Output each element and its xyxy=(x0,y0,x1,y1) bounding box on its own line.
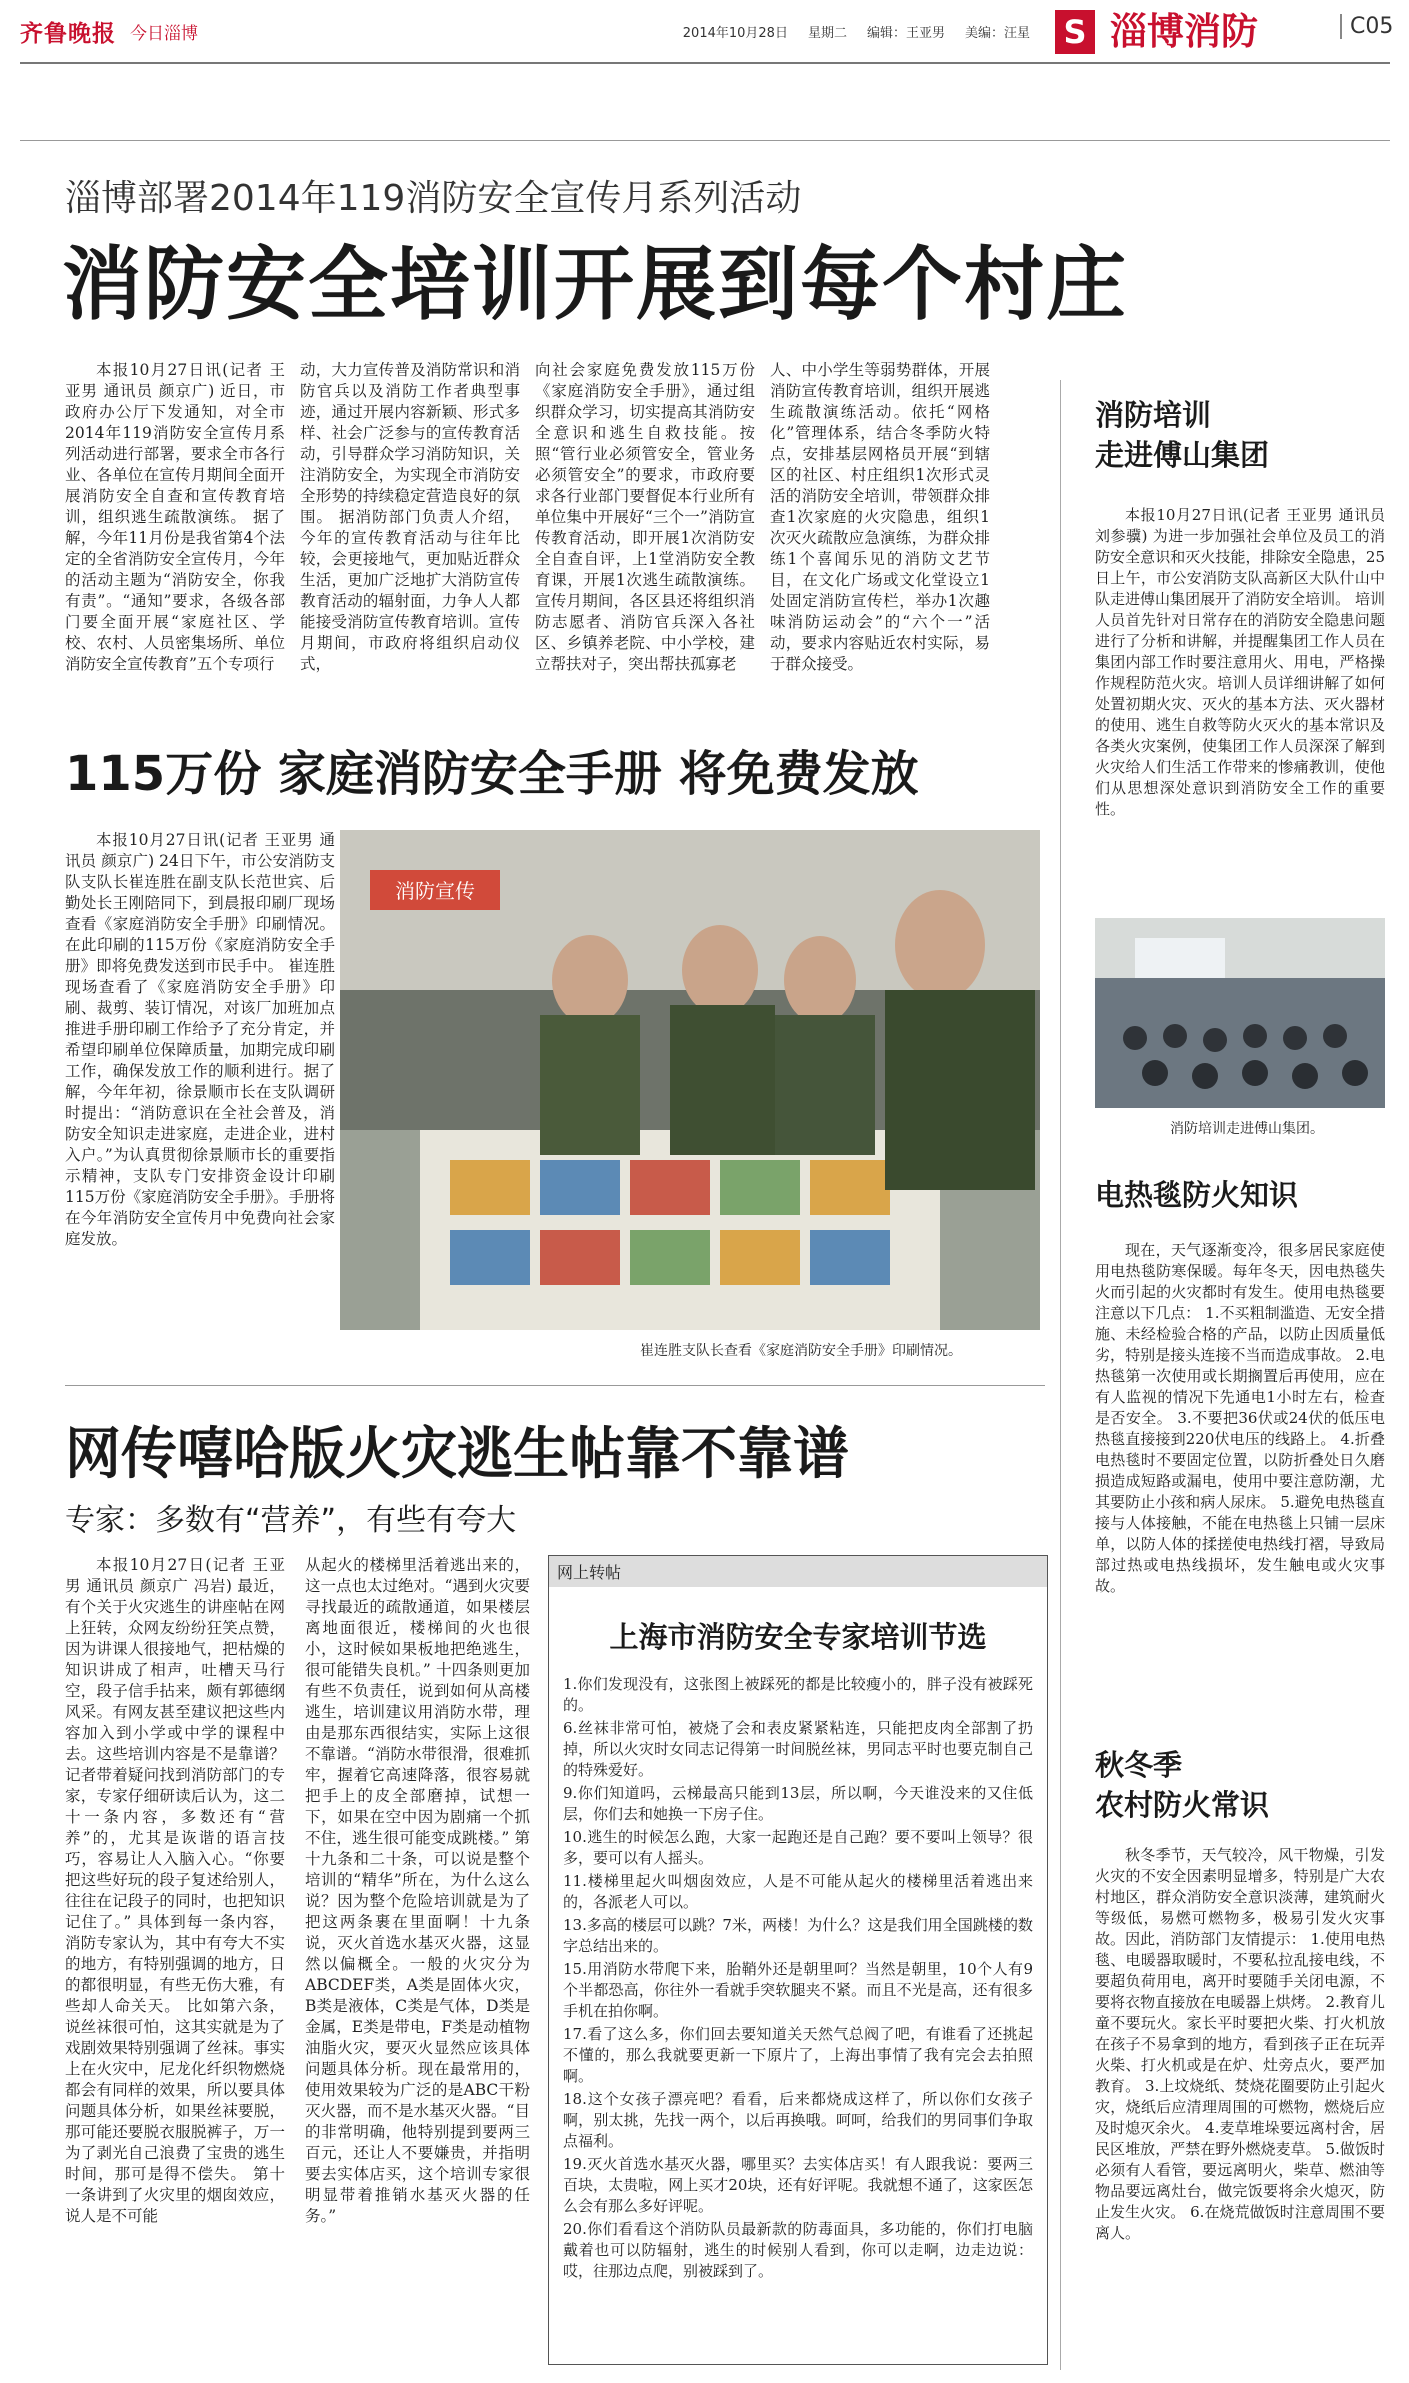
repost-item: 15.用消防水带爬下来，胎鞘外还是朝里呵？当然是朝里，10个人有9个半都恐高，你往外一看就手突软腿夹不紧。而且不光是高，还有很多手机在拍你啊。 xyxy=(563,1960,1033,2020)
masthead xyxy=(20,14,1030,48)
repost-item: 17.看了这么多，你们回去要知道关天然气总阀了吧，有谁看了还挑起不懂的，那么我就要更新一下原片了，上海出事情了我有完会去拍照啊。 xyxy=(563,2025,1033,2085)
repost-item: 6.丝袜非常可怕，被烧了会和表皮紧紧粘连，只能把皮肉全部割了扔掉，所以火灾时女同志记得第一时间脱丝袜，男同志平时也要克制自己的特殊爱好。 xyxy=(563,1719,1033,1779)
rumor-subhead: 专家：多数有“营养”，有些有夸大 xyxy=(65,1503,517,1538)
repost-list xyxy=(549,1674,1047,2282)
lead-headline: 消防安全培训开展到每个村庄 xyxy=(62,238,1128,331)
repost-item: 9.你们知道吗，云梯最高只能到13层，所以啊，今天谁没来的又住低层，你们去和她换一下房子住。 xyxy=(563,1784,1033,1823)
repost-item: 18.这个女孩子漂亮吧？看看，后来都烧成这样了，所以你们女孩子啊，别太挑，先找一两个，以后再换哦。呵呵，给我们的男同事们争取点福利。 xyxy=(563,2090,1033,2150)
manual-body: 本报10月27日讯(记者 王亚男 通讯员 颜京广) 24日下午，市公安消防支队支队长崔连胜在副支队长范世宾、后勤处长王刚陪同下，到晨报印刷厂现场查看《家庭消防安全手册》印刷情况。在此印刷的115万份《家庭消防安全手册》即将免费发送到市民手中。 崔连胜现场查看了《家庭消防安全手册》印刷、裁剪、装订情况，对该厂加班加点推进手册印刷工作给予了充分肯定，并希望印刷单位保障质量，加期完成印刷工作，确保发放工作的顺利进行。据了解，今年年初，徐景顺市长在支队调研时提出：“消防意识在全社会普及，消防安全知识走进家庭，走进企业，进村入户。”为认真贯彻徐景顺市长的重要指示精神，支队专门安排资金设计印刷115万份《家庭消防安全手册》。手册将在今年消防安全宣传月中免费向社会家庭发放。 xyxy=(65,831,335,1248)
masthead-rule xyxy=(20,62,1390,64)
training-title-line1: 消防培训 xyxy=(1095,398,1212,432)
winter-title-line1: 秋冬季 xyxy=(1095,1748,1183,1782)
editor: 编辑：王亚男 xyxy=(866,25,945,41)
repost-tag: 网上转帖 xyxy=(549,1556,1047,1587)
sidebar-divider xyxy=(1060,380,1061,2370)
rumor-column-2: 从起火的楼梯里活着逃出来的，这一点也太过绝对。“遇到火灾要寻找最近的疏散通道，如果楼层离地面很近，楼梯间的火也很小，这时候如果板地把绝逃生，很可能错失良机。” 十四条则更加有些不负责任，说到如何从高楼逃生，培训建议用消防水带，理由是那东西很结实，实际上这很不靠谱。“消防水带很滑，很难抓牢，握着它高速降落，很容易就把手上的皮全部磨掉，试想一下，如果在空中因为剧痛一个抓不住，逃生很可能变成跳楼。” 第十九条和二十条，可以说是整个培训的“精华”所在，为什么这么说？因为整个危险培训就是为了把这两条裹在里面啊！十九条说，灭火首选水基灭火器，这显然以偏概全。一般的火灾分为ABCDEF类，A类是固体火灾，B类是液体，C类是气体，D类是金属，E类是带电，F类是动植物油脂火灾，要灭火显然应该具体问题具体分析。现在最常用的，使用效果较为广泛的是ABC干粉灭火器，而不是水基灭火器。“目的非常明确，他特别提到要两三百元，还让人不要嫌贵，并指明要去实体店买，这个培训专家很明显带着推销水基灭火器的任务。” xyxy=(305,1556,530,2225)
repost-box xyxy=(548,1555,1048,2365)
training-photo xyxy=(1095,918,1385,1108)
issue-date: 2014年10月28日 xyxy=(682,25,788,41)
page-number: C05 xyxy=(1340,14,1393,39)
repost-item: 20.你们看看这个消防队员最新款的防毒面具，多功能的，你们打电脑戴着也可以防辐射，逃生的时候别人看到，你可以走啊，边走边说：哎，往那边点爬，别被踩到了。 xyxy=(563,2220,1033,2280)
blanket-title: 电热毯防火知识 xyxy=(1095,1178,1299,1212)
repost-item: 1.你们发现没有，这张图上被踩死的都是比较瘦小的，胖子没有被踩死的。 xyxy=(563,1675,1033,1714)
repost-title: 上海市消防安全专家培训节选 xyxy=(609,1620,987,1654)
repost-item: 10.逃生的时候怎么跑，大家一起跑还是自己跑？要不要叫上领导？很多，要可以有人摇头。 xyxy=(563,1828,1033,1867)
winter-title-line2: 农村防火常识 xyxy=(1095,1788,1270,1822)
repost-item: 11.楼梯里起火叫烟囱效应，人是不可能从起火的楼梯里活着逃出来的，各派老人可以。 xyxy=(563,1872,1033,1911)
printing-scene-icon xyxy=(340,830,1040,1330)
section-logo-icon: S xyxy=(1055,10,1095,54)
lead-kicker: 淄博部署2014年119消防安全宣传月系列活动 xyxy=(65,178,802,219)
lead-column-2: 动，大力宣传普及消防常识和消防官兵以及消防工作者典型事迹，通过开展内容新颖、形式多样、社会广泛参与的宣传教育活动，引导群众学习消防知识，关注消防安全，为实现全市消防安全形势的持续稳定营造良好的氛围。 据消防部门负责人介绍，今年的宣传教育活动与往年比较，会更接地气，更加贴近群众生活，更加广泛地扩大消防宣传教育活动的辐射面，力争人人都能接受消防宣传教育培训。宣传月期间，市政府将组织启动仪式， xyxy=(300,361,520,673)
section-name: 淄博消防 xyxy=(1110,10,1258,53)
winter-title xyxy=(1095,1745,1269,1825)
section-rule xyxy=(65,1385,1045,1386)
rumor-headline: 网传嘻哈版火灾逃生帖靠不靠谱 xyxy=(65,1422,849,1487)
paper-name: 齐鲁晚报 xyxy=(20,20,116,47)
paper-sub: 今日淄博 xyxy=(130,23,198,44)
training-title xyxy=(1095,395,1269,475)
designer: 美编：汪星 xyxy=(964,25,1030,41)
printing-photo-caption: 崔连胜支队长查看《家庭消防安全手册》印刷情况。 xyxy=(640,1343,962,1359)
training-title-line2: 走进傅山集团 xyxy=(1095,438,1270,472)
training-photo-caption: 消防培训走进傅山集团。 xyxy=(1170,1121,1324,1137)
photo-sign-text: 消防宣传 xyxy=(395,879,475,903)
classroom-scene-icon xyxy=(1095,918,1385,1108)
printing-photo xyxy=(340,830,1040,1330)
repost-item: 13.多高的楼层可以跳？7米，两楼！为什么？这是我们用全国跳楼的数字总结出来的。 xyxy=(563,1916,1033,1955)
blanket-body: 现在，天气逐渐变冷，很多居民家庭使用电热毯防寒保暖。每年冬天，因电热毯失火而引起的火灾都时有发生。使用电热毯要注意以下几点： 1.不买粗制滥造、无安全措施、未经检验合格的产品，以防止因质量低劣，特别是接头连接不当而造成事故。 2.电热毯第一次使用或长期搁置后再使用，应在有人监视的情况下先通电1小时左右，检查是否安全。 3.不要把36伏或24伏的低压电热毯直接接到220伏电压的线路上。 4.折叠电热毯时不要固定位置，以防折叠处日久磨损造成短路或漏电，使用中要注意防潮，尤其要防止小孩和病人尿床。 5.避免电热毯直接与人体接触，不能在电热毯上只铺一层床单，以防人体的揉搓使电热线打褶，导致局部过热或电热线损坏，发生触电或火灾事故。 xyxy=(1095,1241,1385,1595)
lead-column-1: 本报10月27日讯(记者 王亚男 通讯员 颜京广) 近日，市政府办公厅下发通知，对全市2014年119消防安全宣传月系列活动进行部署，要求全市各行业、各单位在宣传月期间全面开展消防安全自查和宣传教育培训，组织逃生疏散演练。 据了解，今年11月份是我省第4个法定的全省消防安全宣传月，今年的活动主题为“消防安全，你我有责”。“通知”要求，各级各部门要全面开展“家庭社区、学校、农村、人员密集场所、单位消防安全宣传教育”五个专项行 xyxy=(65,361,285,673)
repost-item: 19.灭火首选水基灭火器，哪里买？去实体店买！有人跟我说：要两三百块，太贵啦，网上买才20块，还有好评呢。我就想不通了，这家医怎么会有那么多好评呢。 xyxy=(563,2155,1033,2215)
training-body: 本报10月27日讯(记者 王亚男 通讯员 刘参骥) 为进一步加强社会单位及员工的消防安全意识和灭火技能，排除安全隐患，25日上午，市公安消防支队高新区大队什山中队走进傅山集团展开了消防安全培训。 培训人员首先针对日常存在的消防安全隐患问题进行了分析和讲解，并提醒集团工作人员在集团内部工作时要注意用火、用电，严格操作规程防范火灾。培训人员详细讲解了如何处置初期火灾、灭火的基本方法、灭火器材的使用、逃生自救等防火灭火的基本常识及各类火灾案例，使集团工作人员深深了解到火灾给人们生活工作带来的惨痛教训，使他们从思想深处意识到消防安全工作的重要性。 xyxy=(1095,506,1385,818)
winter-body: 秋冬季节，天气较冷，风干物燥，引发火灾的不安全因素明显增多，特别是广大农村地区，群众消防安全意识淡薄，建筑耐火等级低，易燃可燃物多，极易引发火灾事故。因此，消防部门友情提示： 1.使用电热毯、电暖器取暖时，不要私拉乱接电线，不要超负荷用电，离开时要随手关闭电源，不要将衣物直接放在电暖器上烘烤。 2.教育儿童不要玩火。家长平时要把火柴、打火机放在孩子不易拿到的地方，看到孩子正在玩弄火柴、打火机或是在炉、灶旁点火，要严加教育。 3.上坟烧纸、焚烧花圈要防止引起火灾，烧纸后应清理周围的可燃物，燃烧后应及时熄灭余火。 4.麦草堆垛要远离村舍，居民区堆放，严禁在野外燃烧麦草。 5.做饭时必须有人看管，要远离明火，柴草、燃油等物品要远离灶台，做完饭要将余火熄灭，防止发生火灾。 6.在烧荒做饭时注意周围不要离人。 xyxy=(1095,1846,1385,2242)
manual-headline: 115万份 家庭消防安全手册 将免费发放 xyxy=(65,746,919,802)
top-rule xyxy=(20,140,1390,141)
lead-column-4: 人、中小学生等弱势群体，开展消防宣传教育培训，组织开展逃生疏散演练活动。依托“网格化”管理体系，结合冬季防火特点，安排基层网格员开展“到辖区的社区、村庄组织1次形式灵活的消防安全培训，带领群众排查1次家庭的火灾隐患，组织1次灭火疏散应急演练，为群众排练1个喜闻乐见的消防文艺节目，在文化广场或文化堂设立1处固定消防宣传栏，举办1次趣味消防运动会”的“六个一”活动，要求内容贴近农村实际，易于群众接受。 xyxy=(770,361,990,673)
issue-weekday: 星期二 xyxy=(807,25,847,41)
lead-column-3: 向社会家庭免费发放115万份《家庭消防安全手册》，通过组织群众学习，切实提高其消防安全意识和逃生自救技能。按照“管行业必须管安全，管业务必须管安全”的要求，市政府要求各行业部门要督促本行业所有单位集中开展好“三个一”消防宣传教育活动，即开展1次消防安全自查自评，上1堂消防安全教育课，开展1次逃生疏散演练。 宣传月期间，各区县还将组织消防志愿者、消防官兵深入各社区、乡镇养老院、中小学校，建立帮扶对子，突出帮扶孤寡老 xyxy=(535,361,755,673)
issue-info xyxy=(683,22,1030,41)
rumor-column-1: 本报10月27日(记者 王亚男 通讯员 颜京广 冯岩) 最近，有个关于火灾逃生的讲座帖在网上狂转，众网友纷纷狂笑点赞，因为讲课人很接地气，把枯燥的知识讲成了相声，吐槽天马行空，段子信手拈来，颇有郭德纲风采。有网友甚至建议把这些内容加入到小学或中学的课程中去。这些培训内容是不是靠谱？记者带着疑问找到消防部门的专家，专家仔细研读后认为，这二十一条内容，多数还有“营养”的，尤其是诙谐的语言技巧，容易让人入脑入心。“你要把这些好玩的段子复述给别人，往往在记段子的同时，也把知识记住了。” 具体到每一条内容，消防专家认为，其中有夸大不实的地方，有特别强调的地方，日的都很明显，有些无伤大雅，有些却人命关天。 比如第六条，说丝袜很可怕，这其实就是为了戏剧效果特别强调了丝袜。事实上在火灾中，尼龙化纤织物燃烧都会有同样的效果，所以要具体问题具体分析，如果丝袜要脱，那可能还要脱衣服脱裤子，万一为了剥光自己浪费了宝贵的逃生时间，那可是得不偿失。 第十一条讲到了火灾里的烟囱效应，说人是不可能 xyxy=(65,1556,285,2225)
